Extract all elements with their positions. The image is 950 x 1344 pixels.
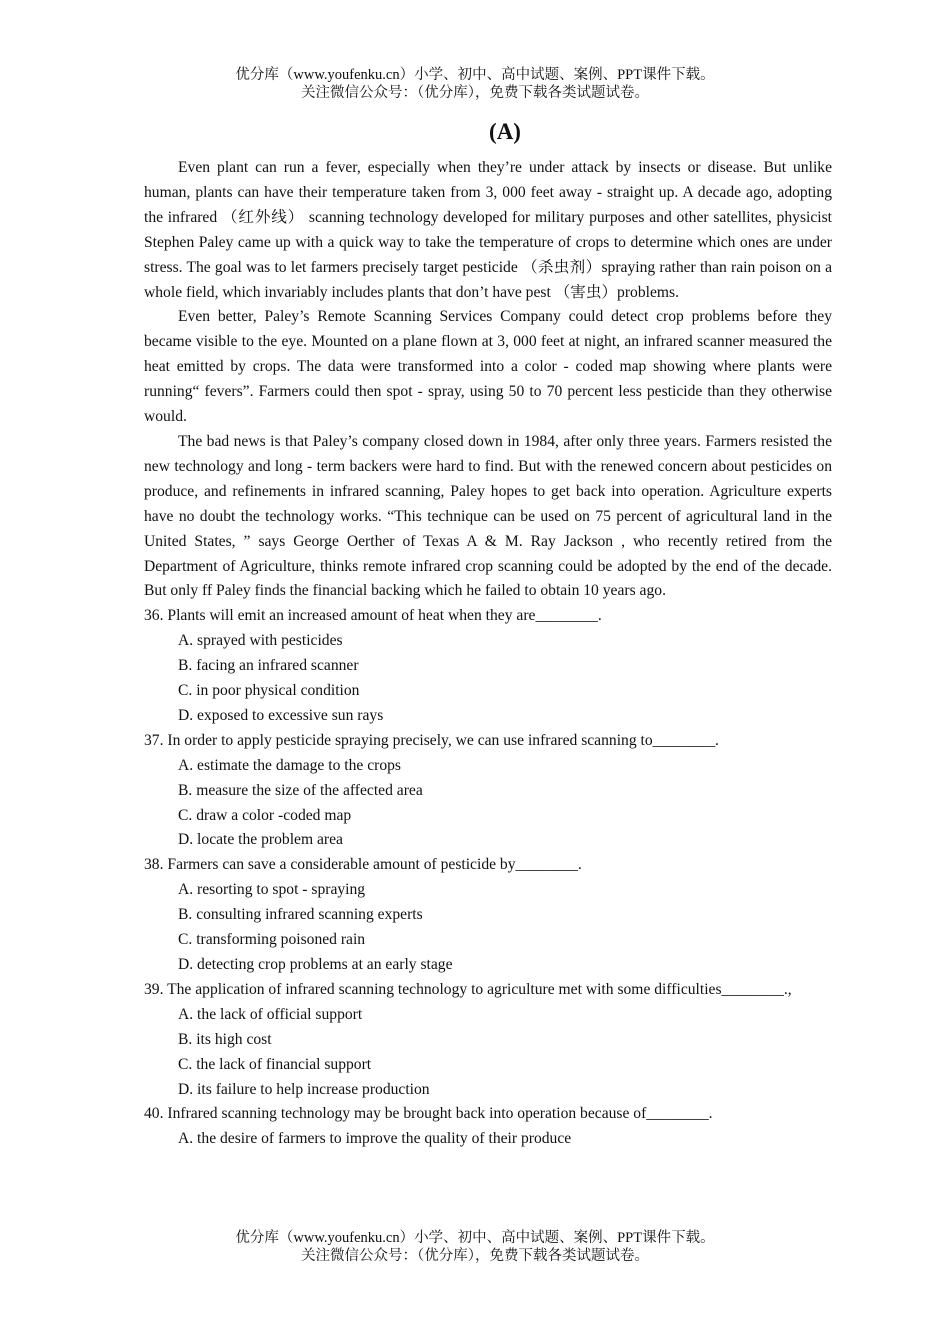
header-line-2: 关注微信公众号：（优分库），免费下载各类试题试卷。 [301, 85, 649, 101]
page-footer [0, 1229, 950, 1265]
option-a: A. sprayed with pesticides [178, 632, 343, 650]
option-c: C. draw a color -coded map [178, 806, 352, 824]
option-b: B. facing an infrared scanner [178, 657, 359, 675]
passage-paragraph-3: The bad news is that Paley’s company closed down in 1984, after only three years. Farmers resisted the new technology and long - term backers were hard to find. But with the renewed concern about pesticides on produce, and refinements in infrared scanning, Paley hopes to get back into operation. Agriculture experts have no doubt the technology works. “This technique can be used on 75 percent of agricultural land in the United States, ” says George Oerther of Texas A & M. Ray Jackson , who recently retired from the Department of Agriculture, thinks remote infrared crop scanning could be adopted by the end of the decade. But only ff Paley finds the financial backing which he failed to obtain 10 years ago. [144, 432, 832, 600]
question-stem: 38. Farmers can save a considerable amount of pesticide by________. [144, 856, 582, 874]
question-36 [144, 604, 832, 729]
question-stem: 36. Plants will emit an increased amount of heat when they are________. [144, 607, 602, 625]
option-b: B. its high cost [178, 1030, 272, 1048]
question-40 [144, 1102, 832, 1152]
question-38 [144, 853, 832, 978]
option-c: C. transforming poisoned rain [178, 931, 366, 949]
passage-paragraph-1: Even plant can run a fever, especially when they’re under attack by insects or disease. But unlike human, plants can have their temperature taken from 3, 000 feet away - straight up. A decade ago, adopting the infrared （红外线） scanning technology developed for military purposes and other satellites, physicist Stephen Paley came up with a quick way to take the temperature of crops to determine which ones are under stress. The goal was to let farmers precisely target pesticide （杀虫剂）spraying rather than rain poison on a whole field, which invariably includes plants that don’t have pest （害虫）problems. [144, 159, 832, 301]
option-d: D. exposed to excessive sun rays [178, 706, 384, 724]
question-stem: 37. In order to apply pesticide spraying precisely, we can use infrared scanning to________. [144, 731, 719, 749]
option-a: A. the lack of official support [178, 1005, 363, 1023]
footer-line-2: 关注微信公众号：（优分库），免费下载各类试题试卷。 [301, 1248, 649, 1264]
footer-line-1: 优分库（www.youfenku.cn）小学、初中、高中试题、案例、PPT课件下载。 [235, 1230, 715, 1246]
question-39 [144, 978, 832, 1103]
option-a: A. resorting to spot - spraying [178, 881, 366, 899]
header-line-1: 优分库（www.youfenku.cn）小学、初中、高中试题、案例、PPT课件下载。 [235, 67, 715, 83]
option-b: B. measure the size of the affected area [178, 781, 423, 799]
option-c: C. in poor physical condition [178, 682, 360, 700]
option-d: D. locate the problem area [178, 831, 343, 849]
option-a: A. estimate the damage to the crops [178, 756, 402, 774]
option-a: A. the desire of farmers to improve the quality of their produce [178, 1130, 572, 1148]
question-stem: 39. The application of infrared scanning technology to agriculture met with some difficulties________., [144, 980, 792, 998]
option-d: D. detecting crop problems at an early stage [178, 956, 453, 973]
option-b: B. consulting infrared scanning experts [178, 906, 423, 924]
question-stem: 40. Infrared scanning technology may be brought back into operation because of________. [144, 1105, 713, 1123]
question-37 [144, 729, 832, 854]
page-header [0, 66, 950, 102]
section-title: (A) [489, 119, 521, 144]
passage-paragraph-2: Even better, Paley’s Remote Scanning Services Company could detect crop problems before they became visible to the eye. Mounted on a plane flown at 3, 000 feet at night, an infrared scanner measured the heat emitted by crops. The data were transformed into a color - coded map showing where plants were running“ fevers”. Farmers could then spot - spray, using 50 to 70 percent less pesticide than they otherwise would. [144, 308, 832, 426]
document-body [144, 156, 832, 1152]
option-c: C. the lack of financial support [178, 1055, 372, 1073]
option-d: D. its failure to help increase production [178, 1080, 430, 1098]
